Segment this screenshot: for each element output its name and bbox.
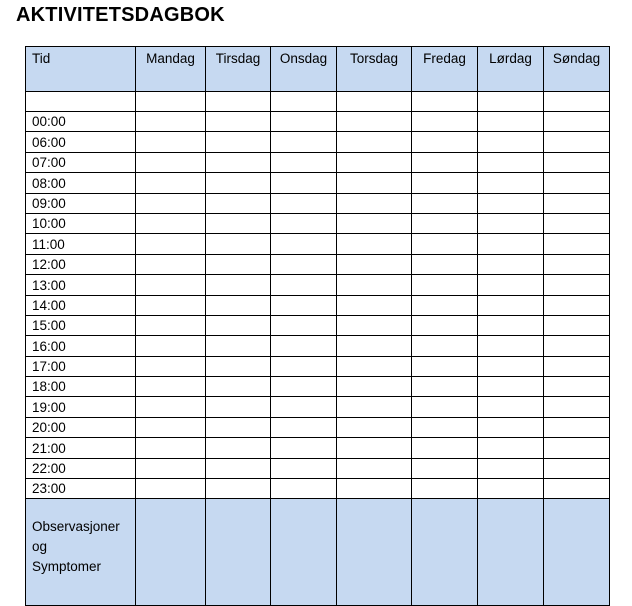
entry-cell[interactable] xyxy=(478,438,544,458)
entry-cell[interactable] xyxy=(478,479,544,499)
header-day-wednesday: Onsdag xyxy=(271,47,337,92)
hour-row xyxy=(26,336,610,356)
hour-label: 23:00 xyxy=(26,479,136,499)
entry-cell[interactable] xyxy=(136,315,206,335)
hour-label: 13:00 xyxy=(26,275,136,295)
hour-label: 19:00 xyxy=(26,397,136,417)
hour-row xyxy=(26,132,610,152)
entry-cell[interactable] xyxy=(412,132,478,152)
entry-cell[interactable] xyxy=(136,254,206,274)
entry-cell[interactable] xyxy=(544,479,610,499)
entry-cell[interactable] xyxy=(412,356,478,376)
entry-cell[interactable] xyxy=(478,336,544,356)
entry-cell[interactable] xyxy=(412,275,478,295)
entry-cell[interactable] xyxy=(478,397,544,417)
entry-cell[interactable] xyxy=(271,193,337,213)
hour-label: 21:00 xyxy=(26,438,136,458)
entry-cell[interactable] xyxy=(412,315,478,335)
entry-cell[interactable] xyxy=(544,152,610,172)
entry-cell[interactable] xyxy=(136,295,206,315)
entry-cell[interactable] xyxy=(337,254,412,274)
entry-cell[interactable] xyxy=(271,254,337,274)
entry-cell[interactable] xyxy=(478,213,544,233)
hour-label: 18:00 xyxy=(26,377,136,397)
entry-cell[interactable] xyxy=(136,132,206,152)
entry-cell[interactable] xyxy=(206,254,271,274)
entry-cell[interactable] xyxy=(271,234,337,254)
hour-row xyxy=(26,234,610,254)
entry-cell[interactable] xyxy=(136,173,206,193)
entry-cell[interactable] xyxy=(478,234,544,254)
hour-label: 20:00 xyxy=(26,417,136,437)
entry-cell[interactable] xyxy=(544,438,610,458)
entry-cell[interactable] xyxy=(412,112,478,132)
entry-cell[interactable] xyxy=(478,295,544,315)
entry-cell[interactable] xyxy=(337,193,412,213)
hour-label: 10:00 xyxy=(26,213,136,233)
activity-diary-table xyxy=(25,46,610,606)
entry-cell[interactable] xyxy=(412,295,478,315)
entry-cell[interactable] xyxy=(136,193,206,213)
entry-cell[interactable] xyxy=(337,315,412,335)
entry-cell[interactable] xyxy=(271,417,337,437)
entry-cell[interactable] xyxy=(206,479,271,499)
entry-cell[interactable] xyxy=(412,336,478,356)
hour-row xyxy=(26,458,610,478)
hour-label: 22:00 xyxy=(26,458,136,478)
entry-cell[interactable] xyxy=(337,458,412,478)
entry-cell[interactable] xyxy=(271,213,337,233)
entry-cell[interactable] xyxy=(544,132,610,152)
entry-cell[interactable] xyxy=(337,112,412,132)
hour-row xyxy=(26,173,610,193)
hour-row xyxy=(26,112,610,132)
entry-cell[interactable] xyxy=(136,417,206,437)
entry-cell[interactable] xyxy=(206,275,271,295)
entry-cell[interactable] xyxy=(206,234,271,254)
hour-row xyxy=(26,377,610,397)
hour-row xyxy=(26,193,610,213)
hour-label: 12:00 xyxy=(26,254,136,274)
entry-cell[interactable] xyxy=(478,112,544,132)
entry-cell[interactable] xyxy=(412,234,478,254)
entry-cell[interactable] xyxy=(544,275,610,295)
entry-cell[interactable] xyxy=(412,397,478,417)
entry-cell[interactable] xyxy=(206,438,271,458)
entry-cell[interactable] xyxy=(337,417,412,437)
header-day-thursday: Torsdag xyxy=(337,47,412,92)
entry-cell[interactable] xyxy=(337,438,412,458)
entry-cell[interactable] xyxy=(206,92,271,112)
hour-row xyxy=(26,479,610,499)
hour-label: 09:00 xyxy=(26,193,136,213)
entry-cell[interactable] xyxy=(206,152,271,172)
entry-cell[interactable] xyxy=(136,152,206,172)
entry-cell[interactable] xyxy=(337,152,412,172)
entry-cell[interactable] xyxy=(136,92,206,112)
hour-row xyxy=(26,417,610,437)
header-day-sunday: Søndag xyxy=(544,47,610,92)
entry-cell[interactable] xyxy=(271,152,337,172)
entry-cell[interactable] xyxy=(544,377,610,397)
entry-cell[interactable] xyxy=(337,356,412,376)
entry-cell[interactable] xyxy=(337,377,412,397)
entry-cell[interactable] xyxy=(136,336,206,356)
hour-row xyxy=(26,315,610,335)
entry-cell[interactable] xyxy=(271,397,337,417)
entry-cell[interactable] xyxy=(136,356,206,376)
hour-row xyxy=(26,356,610,376)
entry-cell[interactable] xyxy=(206,377,271,397)
hour-row xyxy=(26,397,610,417)
entry-cell[interactable] xyxy=(206,193,271,213)
entry-cell[interactable] xyxy=(271,92,337,112)
hour-label: 11:00 xyxy=(26,234,136,254)
header-day-tuesday: Tirsdag xyxy=(206,47,271,92)
entry-cell[interactable] xyxy=(271,479,337,499)
blank-row xyxy=(26,92,610,112)
entry-cell[interactable] xyxy=(136,112,206,132)
hour-label: 00:00 xyxy=(26,112,136,132)
entry-cell[interactable] xyxy=(337,213,412,233)
entry-cell[interactable] xyxy=(271,132,337,152)
entry-cell[interactable] xyxy=(544,458,610,478)
entry-cell[interactable] xyxy=(271,377,337,397)
entry-cell[interactable] xyxy=(478,92,544,112)
entry-cell[interactable] xyxy=(337,234,412,254)
entry-cell[interactable] xyxy=(271,438,337,458)
entry-cell[interactable] xyxy=(412,152,478,172)
hour-row xyxy=(26,438,610,458)
entry-cell[interactable] xyxy=(478,193,544,213)
entry-cell[interactable] xyxy=(544,92,610,112)
entry-cell[interactable] xyxy=(206,213,271,233)
hour-row xyxy=(26,275,610,295)
entry-cell[interactable] xyxy=(412,458,478,478)
entry-cell[interactable] xyxy=(337,132,412,152)
entry-cell[interactable] xyxy=(271,112,337,132)
entry-cell[interactable] xyxy=(544,193,610,213)
entry-cell[interactable] xyxy=(136,438,206,458)
entry-cell[interactable] xyxy=(271,295,337,315)
observation-cell[interactable] xyxy=(337,499,412,606)
entry-cell[interactable] xyxy=(412,193,478,213)
entry-cell[interactable] xyxy=(412,417,478,437)
entry-cell[interactable] xyxy=(544,336,610,356)
entry-cell[interactable] xyxy=(544,112,610,132)
entry-cell[interactable] xyxy=(206,336,271,356)
hour-label: 15:00 xyxy=(26,315,136,335)
entry-cell[interactable] xyxy=(337,173,412,193)
entry-cell[interactable] xyxy=(271,275,337,295)
entry-cell[interactable] xyxy=(206,356,271,376)
entry-cell[interactable] xyxy=(544,234,610,254)
entry-cell[interactable] xyxy=(136,275,206,295)
entry-cell[interactable] xyxy=(337,336,412,356)
entry-cell[interactable] xyxy=(544,173,610,193)
header-row xyxy=(26,47,610,92)
hour-row xyxy=(26,254,610,274)
entry-cell[interactable] xyxy=(412,213,478,233)
entry-cell[interactable] xyxy=(206,295,271,315)
entry-cell[interactable] xyxy=(206,315,271,335)
entry-cell[interactable] xyxy=(206,458,271,478)
entry-cell[interactable] xyxy=(271,336,337,356)
entry-cell[interactable] xyxy=(412,438,478,458)
entry-cell[interactable] xyxy=(478,458,544,478)
entry-cell[interactable] xyxy=(337,275,412,295)
entry-cell[interactable] xyxy=(478,417,544,437)
observation-cell[interactable] xyxy=(412,499,478,606)
entry-cell[interactable] xyxy=(206,132,271,152)
entry-cell[interactable] xyxy=(544,356,610,376)
entry-cell[interactable] xyxy=(337,295,412,315)
entry-cell[interactable] xyxy=(337,397,412,417)
entry-cell[interactable] xyxy=(206,173,271,193)
entry-cell[interactable] xyxy=(337,92,412,112)
hour-label: 06:00 xyxy=(26,132,136,152)
observations-row xyxy=(26,499,610,606)
hour-label: 17:00 xyxy=(26,356,136,376)
observation-cell[interactable] xyxy=(206,499,271,606)
hour-row xyxy=(26,295,610,315)
header-tid: Tid xyxy=(26,47,136,92)
entry-cell[interactable] xyxy=(412,254,478,274)
entry-cell[interactable] xyxy=(478,132,544,152)
time-cell-blank[interactable] xyxy=(26,92,136,112)
header-day-friday: Fredag xyxy=(412,47,478,92)
entry-cell[interactable] xyxy=(478,377,544,397)
observation-cell[interactable] xyxy=(544,499,610,606)
entry-cell[interactable] xyxy=(478,152,544,172)
observation-cell[interactable] xyxy=(271,499,337,606)
hour-row xyxy=(26,213,610,233)
entry-cell[interactable] xyxy=(544,254,610,274)
entry-cell[interactable] xyxy=(271,458,337,478)
entry-cell[interactable] xyxy=(206,417,271,437)
entry-cell[interactable] xyxy=(478,275,544,295)
observation-cell[interactable] xyxy=(478,499,544,606)
entry-cell[interactable] xyxy=(271,315,337,335)
observation-cell[interactable] xyxy=(136,499,206,606)
entry-cell[interactable] xyxy=(206,112,271,132)
hour-label: 07:00 xyxy=(26,152,136,172)
hour-label: 14:00 xyxy=(26,295,136,315)
header-day-monday: Mandag xyxy=(136,47,206,92)
observations-label: Observasjoner og Symptomer xyxy=(26,499,136,606)
entry-cell[interactable] xyxy=(478,173,544,193)
entry-cell[interactable] xyxy=(271,173,337,193)
entry-cell[interactable] xyxy=(544,417,610,437)
header-day-saturday: Lørdag xyxy=(478,47,544,92)
hour-label: 16:00 xyxy=(26,336,136,356)
entry-cell[interactable] xyxy=(544,397,610,417)
entry-cell[interactable] xyxy=(337,479,412,499)
entry-cell[interactable] xyxy=(136,397,206,417)
entry-cell[interactable] xyxy=(478,315,544,335)
page-title: AKTIVITETSDAGBOK xyxy=(16,4,225,26)
entry-cell[interactable] xyxy=(136,213,206,233)
entry-cell[interactable] xyxy=(544,295,610,315)
entry-cell[interactable] xyxy=(136,234,206,254)
entry-cell[interactable] xyxy=(136,458,206,478)
entry-cell[interactable] xyxy=(136,479,206,499)
entry-cell[interactable] xyxy=(412,92,478,112)
entry-cell[interactable] xyxy=(412,479,478,499)
entry-cell[interactable] xyxy=(478,254,544,274)
entry-cell[interactable] xyxy=(206,397,271,417)
entry-cell[interactable] xyxy=(412,173,478,193)
entry-cell[interactable] xyxy=(412,377,478,397)
hour-label: 08:00 xyxy=(26,173,136,193)
hour-row xyxy=(26,152,610,172)
entry-cell[interactable] xyxy=(136,377,206,397)
entry-cell[interactable] xyxy=(478,356,544,376)
entry-cell[interactable] xyxy=(544,213,610,233)
entry-cell[interactable] xyxy=(544,315,610,335)
entry-cell[interactable] xyxy=(271,356,337,376)
